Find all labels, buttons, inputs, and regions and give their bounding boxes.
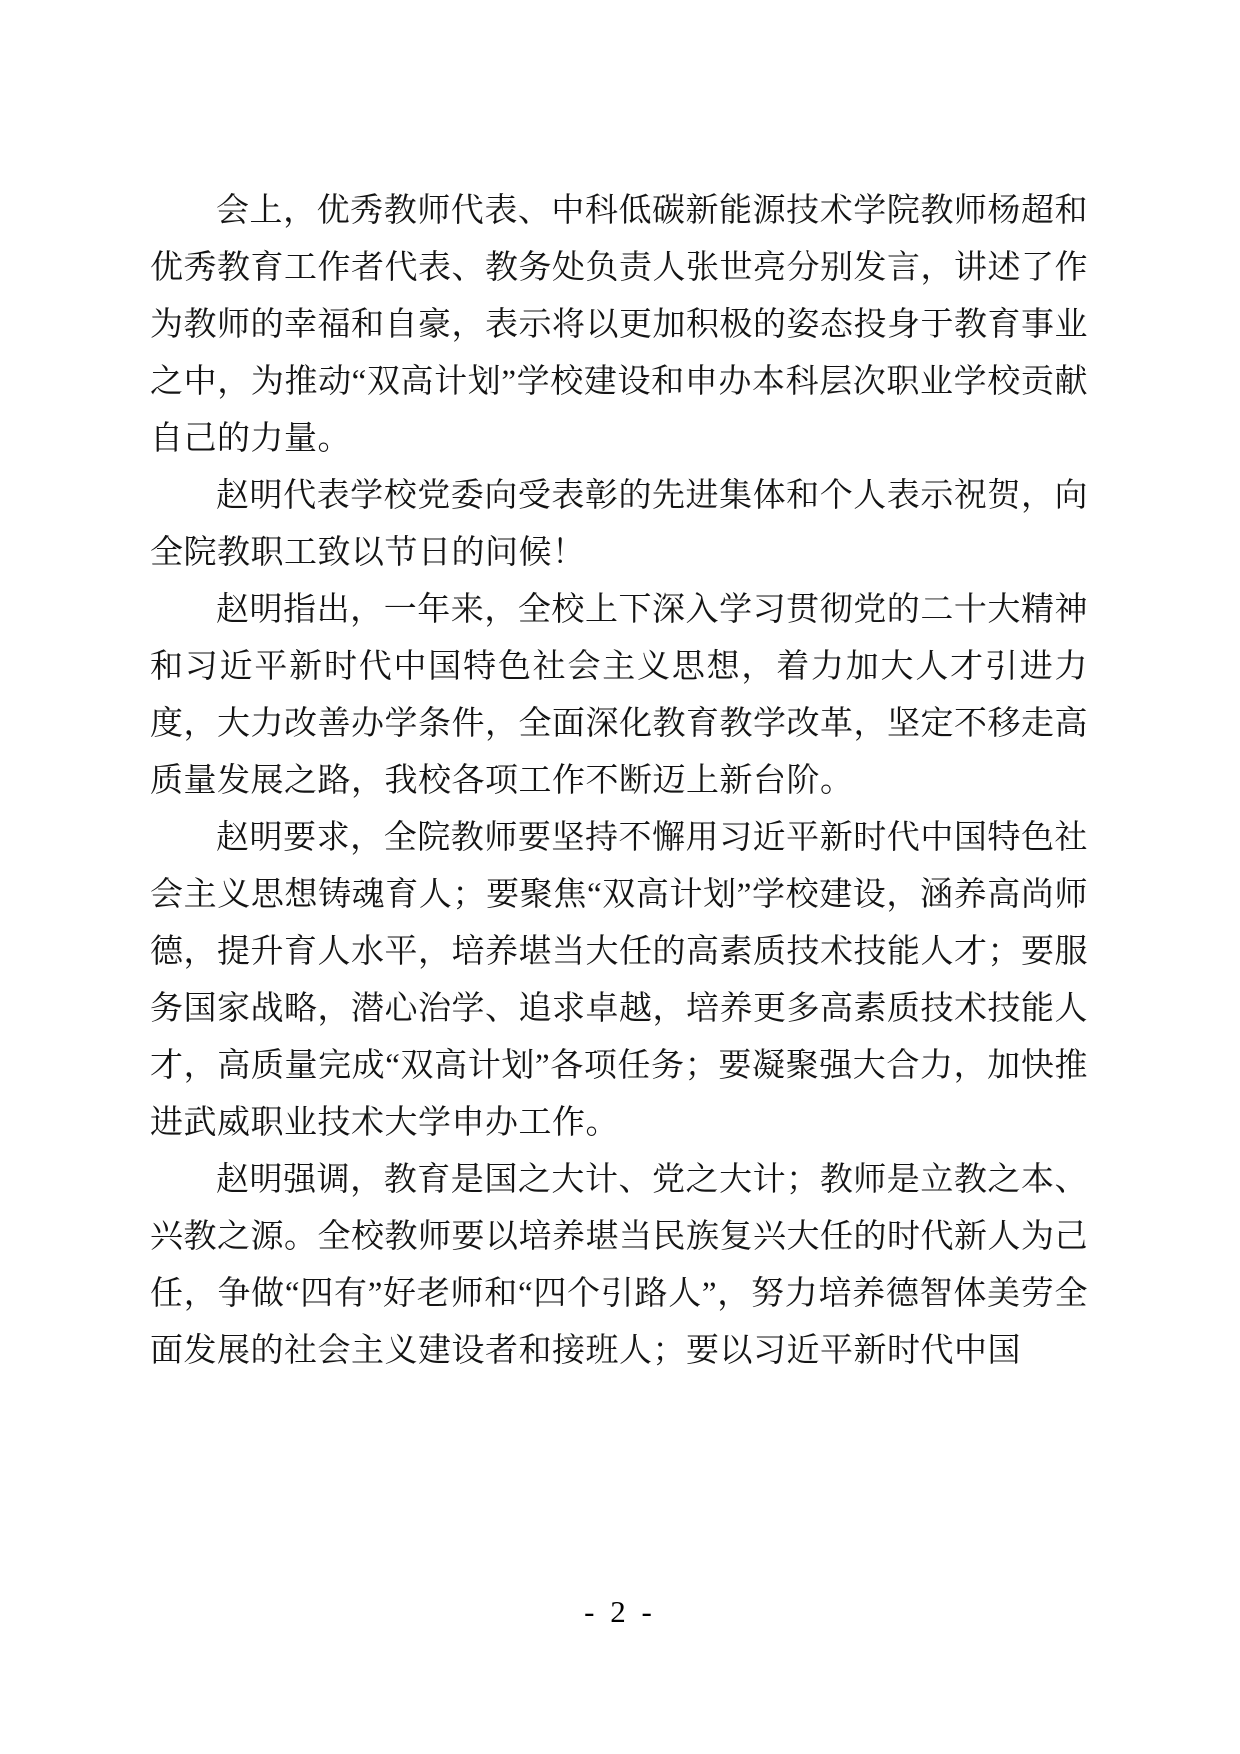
document-body [150,183,1088,1380]
paragraph: 会上，优秀教师代表、中科低碳新能源技术学院教师杨超和优秀教育工作者代表、教务处负责人张世亮分别发言，讲述了作为教师的幸福和自豪，表示将以更加积极的姿态投身于教育事业之中，为推动“双高计划”学校建设和申办本科层次职业学校贡献自己的力量。 [150,193,1088,457]
paragraph: 赵明代表学校党委向受表彰的先进集体和个人表示祝贺，向全院教职工致以节日的问候！ [150,478,1088,571]
page-number: - 2 - [584,1594,656,1629]
paragraph: 赵明指出，一年来，全校上下深入学习贯彻党的二十大精神和习近平新时代中国特色社会主义思想，着力加大人才引进力度，大力改善办学条件，全面深化教育教学改革，坚定不移走高质量发展之路，我校各项工作不断迈上新台阶。 [150,592,1088,799]
paragraph: 赵明要求，全院教师要坚持不懈用习近平新时代中国特色社会主义思想铸魂育人；要聚焦“双高计划”学校建设，涵养高尚师德，提升育人水平，培养堪当大任的高素质技术技能人才；要服务国家战略，潜心治学、追求卓越，培养更多高素质技术技能人才，高质量完成“双高计划”各项任务；要凝聚强大合力，加快推进武威职业技术大学申办工作。 [150,820,1088,1141]
paragraph: 赵明强调，教育是国之大计、党之大计；教师是立教之本、兴教之源。全校教师要以培养堪当民族复兴大任的时代新人为己任，争做“四有”好老师和“四个引路人”，努力培养德智体美劳全面发展的社会主义建设者和接班人；要以习近平新时代中国 [150,1162,1088,1369]
